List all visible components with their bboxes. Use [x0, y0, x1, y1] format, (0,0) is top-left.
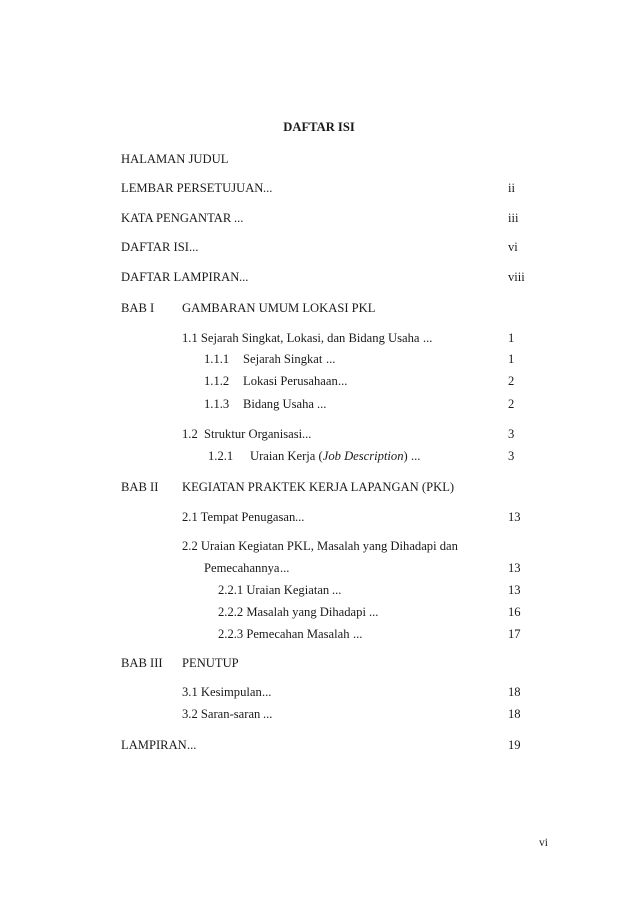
toc-entry-kata-pengantar — [121, 210, 470, 226]
toc-entry-label: LEMBAR PERSETUJUAN — [121, 181, 264, 195]
leader-dots: ... — [338, 374, 348, 388]
toc-entry-label: 3.2 Saran-saran — [182, 707, 264, 721]
subsection-number: 1.1.2 — [204, 374, 230, 388]
chapter-number: BAB III — [121, 656, 163, 670]
toc-entry-label: 1.2 Struktur Organisasi — [182, 427, 303, 441]
toc-page-number: 17 — [508, 627, 521, 641]
toc-page-number: vi — [508, 240, 518, 254]
leader-dots: ... — [234, 211, 244, 225]
leader-dots: ... — [353, 627, 363, 641]
leader-dots: ... — [280, 561, 290, 575]
toc-entry-3-1 — [182, 684, 470, 700]
toc-page-number: 13 — [508, 583, 521, 597]
leader-dots: ... — [332, 583, 342, 597]
toc-entry-label: 2.2.1 Uraian Kegiatan — [218, 583, 333, 597]
chapter-title: KEGIATAN PRAKTEK KERJA LAPANGAN (PKL) — [182, 480, 455, 494]
toc-entry-2-2 — [204, 560, 470, 576]
toc-entry-label: 2.2.3 Pemecahan Masalah — [218, 627, 353, 641]
toc-entry-label: Bidang Usaha — [243, 397, 318, 411]
leader-dots: ... — [423, 331, 433, 345]
toc-entry-label: Lokasi Perusahaan — [243, 374, 338, 388]
toc-page-number: 3 — [508, 427, 515, 441]
label-part: ) — [403, 449, 411, 463]
chapter-number: BAB II — [121, 480, 159, 494]
leader-dots: ... — [187, 738, 197, 752]
toc-page-number: ii — [508, 181, 515, 195]
toc-entry-2-1 — [182, 509, 470, 525]
label-italic-part: Job Description — [322, 449, 404, 463]
toc-entry-daftar-isi — [121, 239, 470, 255]
toc-entry-1-1-2 — [243, 373, 470, 389]
page-title: DAFTAR ISI — [283, 120, 355, 134]
toc-entry-1-2-1 — [250, 448, 470, 464]
toc-entry-label: LAMPIRAN — [121, 738, 187, 752]
toc-entry-label: 1.1 Sejarah Singkat, Lokasi, dan Bidang Usaha — [182, 331, 423, 345]
toc-entry-label: 2.1 Tempat Penugasan — [182, 510, 296, 524]
toc-entry-lampiran — [121, 737, 470, 753]
toc-entry-2-2-line1: 2.2 Uraian Kegiatan PKL, Masalah yang Dihadapi dan — [182, 539, 458, 553]
toc-entry-label: Pemecahannya — [204, 561, 280, 575]
toc-page-number: 18 — [508, 707, 521, 721]
leader-dots: ... — [263, 707, 273, 721]
chapter-number: BAB I — [121, 301, 155, 315]
leader-dots: ... — [239, 270, 249, 284]
toc-entry-label: DAFTAR LAMPIRAN — [121, 270, 240, 284]
toc-entry-2-2-2 — [218, 604, 470, 620]
subsection-number: 1.1.1 — [204, 352, 230, 366]
toc-entry-label: Sejarah Singkat — [243, 352, 326, 366]
toc-entry-label: 2.2.2 Masalah yang Dihadapi — [218, 605, 370, 619]
leader-dots: ... — [295, 510, 305, 524]
toc-entry-label: DAFTAR ISI — [121, 240, 189, 254]
subsection-number: 1.1.3 — [204, 397, 230, 411]
chapter-title: GAMBARAN UMUM LOKASI PKL — [182, 301, 376, 315]
toc-page-number: 3 — [508, 449, 515, 463]
leader-dots: ... — [411, 449, 421, 463]
leader-dots: ... — [302, 427, 312, 441]
leader-dots: ... — [189, 240, 199, 254]
toc-page-number: 19 — [508, 738, 521, 752]
toc-entry-2-2-3 — [218, 626, 470, 642]
label-part: Uraian Kerja ( — [250, 449, 323, 463]
toc-page-number: viii — [508, 270, 525, 284]
toc-page-number: 13 — [508, 510, 521, 524]
chapter-title: PENUTUP — [182, 656, 239, 670]
subsection-number: 1.2.1 — [208, 449, 234, 463]
toc-entry-lembar-persetujuan — [121, 180, 470, 196]
toc-page-number: iii — [508, 211, 519, 225]
page-folio: vi — [539, 837, 548, 849]
toc-page-number: 13 — [508, 561, 521, 575]
leader-dots: ... — [262, 685, 272, 699]
leader-dots: ... — [326, 352, 336, 366]
toc-entry-1-1-3 — [243, 396, 470, 412]
toc-page-number: 1 — [508, 352, 515, 366]
toc-page-number: 18 — [508, 685, 521, 699]
toc-entry-2-2-1 — [218, 582, 470, 598]
toc-entry-3-2 — [182, 706, 470, 722]
leader-dots: ... — [263, 181, 273, 195]
toc-entry-daftar-lampiran — [121, 269, 470, 285]
toc-page-number: 1 — [508, 331, 515, 345]
toc-page-number: 16 — [508, 605, 521, 619]
toc-page-number: 2 — [508, 374, 515, 388]
toc-entry-1-1-1 — [243, 351, 470, 367]
toc-entry-1-2 — [182, 426, 470, 442]
toc-page-number: 2 — [508, 397, 515, 411]
leader-dots: ... — [369, 605, 379, 619]
toc-entry-label — [250, 449, 411, 463]
toc-entry-1-1 — [182, 330, 470, 346]
toc-entry-label: KATA PENGANTAR — [121, 211, 235, 225]
toc-entry-label: 3.1 Kesimpulan — [182, 685, 262, 699]
leader-dots: ... — [317, 397, 327, 411]
toc-halaman-judul: HALAMAN JUDUL — [121, 152, 229, 166]
